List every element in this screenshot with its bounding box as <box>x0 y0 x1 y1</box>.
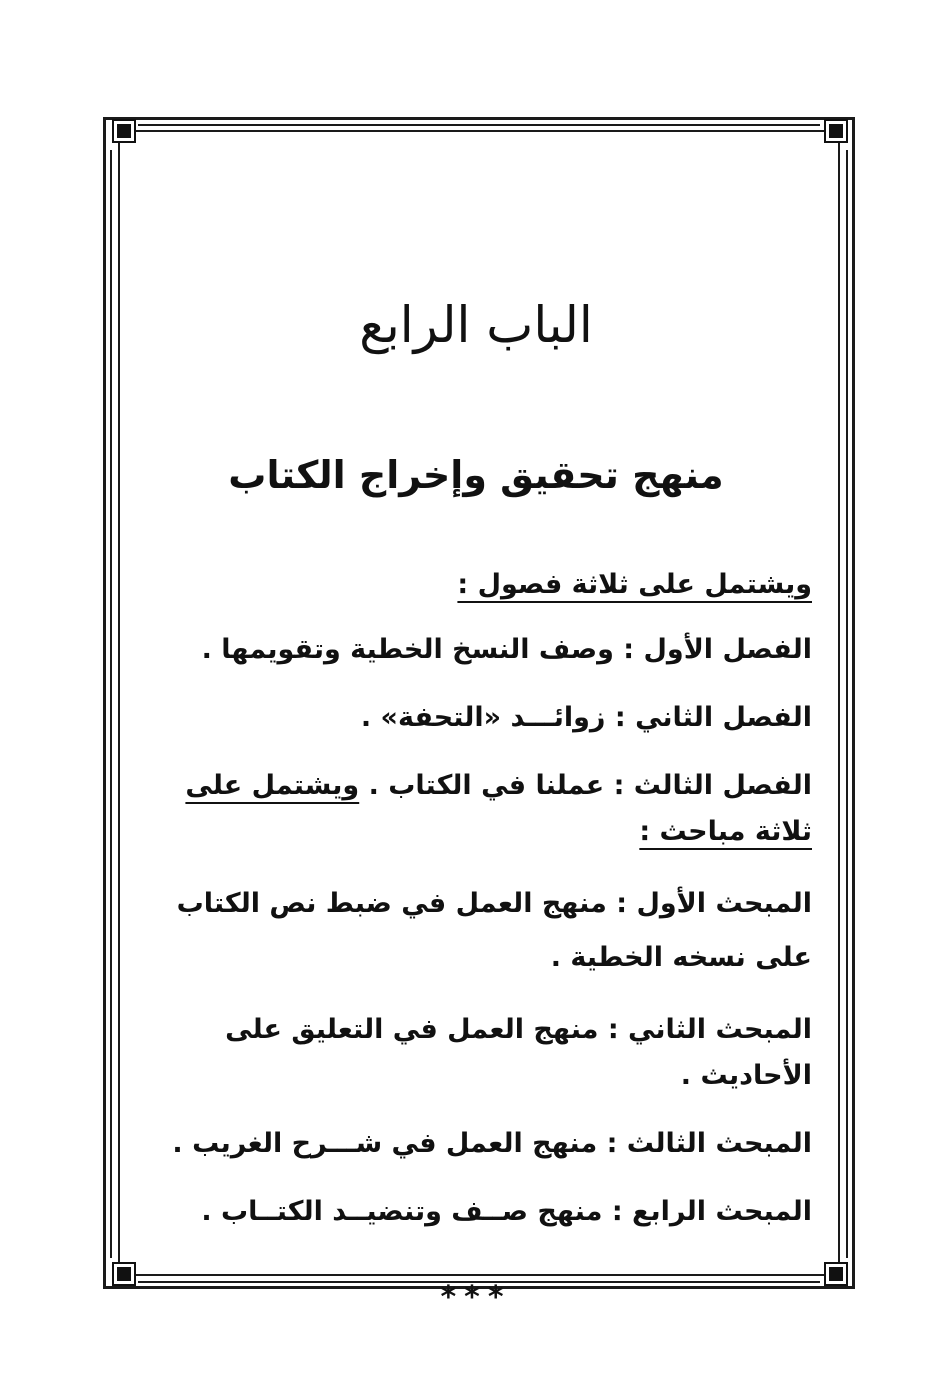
frame-rule-right <box>846 150 848 1258</box>
section-item-4: المبحث الرابع : منهج صــف وتنضيــد الكتــاب . <box>201 1196 812 1227</box>
chapter-subtitle: منهج تحقيق وإخراج الكتاب <box>228 453 724 497</box>
corner-ornament-bottom-left <box>114 1264 134 1284</box>
section-item-3: المبحث الثالث : منهج العمل في شـــرح الغريب . <box>172 1128 812 1159</box>
page-content <box>140 250 812 1315</box>
chapter-item-3 <box>140 763 812 855</box>
intro-text: ويشتمل على ثلاثة فصول : <box>457 569 812 600</box>
corner-ornament-bottom-right <box>826 1264 846 1284</box>
chapter-item-2: الفصل الثاني : زوائـــد «التحفة» . <box>360 702 812 733</box>
intro-line <box>140 565 812 605</box>
frame-rule-top <box>138 124 820 126</box>
section-item-2: المبحث الثاني : منهج العمل في التعليق على الأحاديث . <box>225 1014 812 1091</box>
frame-rule-left <box>110 150 112 1258</box>
end-mark: *** <box>440 1280 512 1315</box>
section-item-1: المبحث الأول : منهج العمل في ضبط نص الكتاب على نسخه الخطية . <box>176 888 812 973</box>
chapter-item-3-note: ويشتمل على ثلاثة مباحث : <box>185 770 812 847</box>
chapter-title: الباب الرابع <box>359 296 593 354</box>
corner-ornament-top-left <box>114 121 134 141</box>
corner-ornament-top-right <box>826 121 846 141</box>
chapter-item-3-label: الفصل الثالث : عملنا في الكتاب . <box>368 770 812 801</box>
chapter-item-1: الفصل الأول : وصف النسخ الخطية وتقويمها . <box>201 634 812 665</box>
